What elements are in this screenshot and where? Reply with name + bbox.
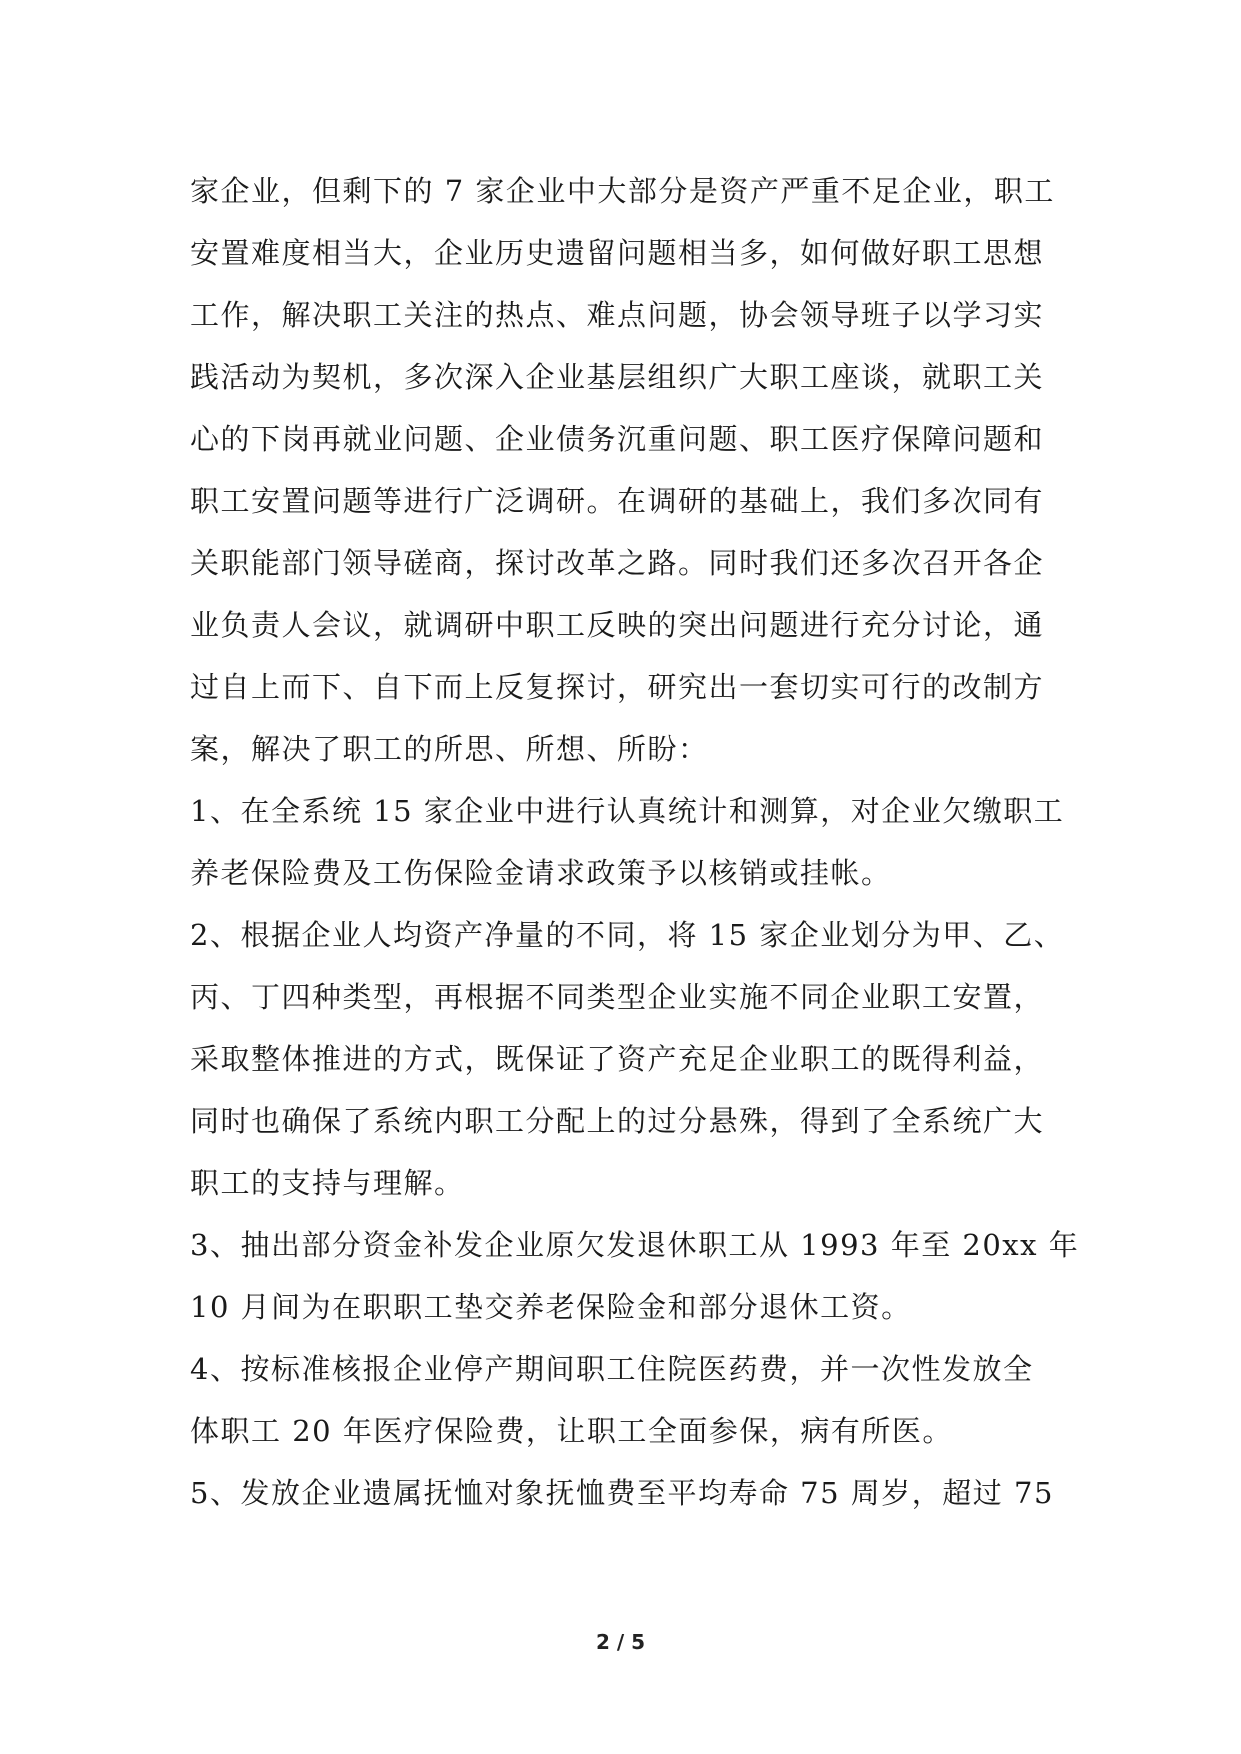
text-line: 10 月间为在职职工垫交养老保险金和部分退休工资。 [190,1290,912,1324]
text-line: 家企业，但剩下的 7 家企业中大部分是资产严重不足企业，职工 [190,174,1055,208]
text-line: 安置难度相当大，企业历史遗留问题相当多，如何做好职工思想 [190,236,1045,270]
text-line: 过自上而下、自下而上反复探讨，研究出一套切实可行的改制方 [190,670,1045,704]
list-item-2: 2、根据企业人均资产净量的不同，将 15 家企业划分为甲、乙、 [190,918,1065,952]
body-text [190,160,1080,1524]
text-line: 关职能部门领导磋商，探讨改革之路。同时我们还多次召开各企 [190,546,1045,580]
text-line: 采取整体推进的方式，既保证了资产充足企业职工的既得利益， [190,1042,1045,1076]
text-line: 心的下岗再就业问题、企业债务沉重问题、职工医疗保障问题和 [190,422,1045,456]
text-line: 同时也确保了系统内职工分配上的过分悬殊，得到了全系统广大 [190,1104,1045,1138]
page-number: 2 / 5 [595,1630,646,1654]
text-line: 养老保险费及工伤保险金请求政策予以核销或挂帐。 [190,856,892,890]
text-line: 业负责人会议，就调研中职工反映的突出问题进行充分讨论，通 [190,608,1045,642]
text-line: 案，解决了职工的所思、所想、所盼： [190,732,709,766]
list-item-3: 3、抽出部分资金补发企业原欠发退休职工从 1993 年至 20xx 年 [190,1228,1080,1262]
list-item-1: 1、在全系统 15 家企业中进行认真统计和测算，对企业欠缴职工 [190,794,1065,828]
text-line: 工作，解决职工关注的热点、难点问题，协会领导班子以学习实 [190,298,1045,332]
text-line: 丙、丁四种类型，再根据不同类型企业实施不同企业职工安置， [190,980,1045,1014]
list-item-4: 4、按标准核报企业停产期间职工住院医药费，并一次性发放全 [190,1352,1034,1386]
text-line: 体职工 20 年医疗保险费，让职工全面参保，病有所医。 [190,1414,953,1448]
text-line: 践活动为契机，多次深入企业基层组织广大职工座谈，就职工关 [190,360,1045,394]
list-item-5: 5、发放企业遗属抚恤对象抚恤费至平均寿命 75 周岁，超过 75 [190,1476,1054,1510]
text-line: 职工安置问题等进行广泛调研。在调研的基础上，我们多次同有 [190,484,1045,518]
text-line: 职工的支持与理解。 [190,1166,465,1200]
